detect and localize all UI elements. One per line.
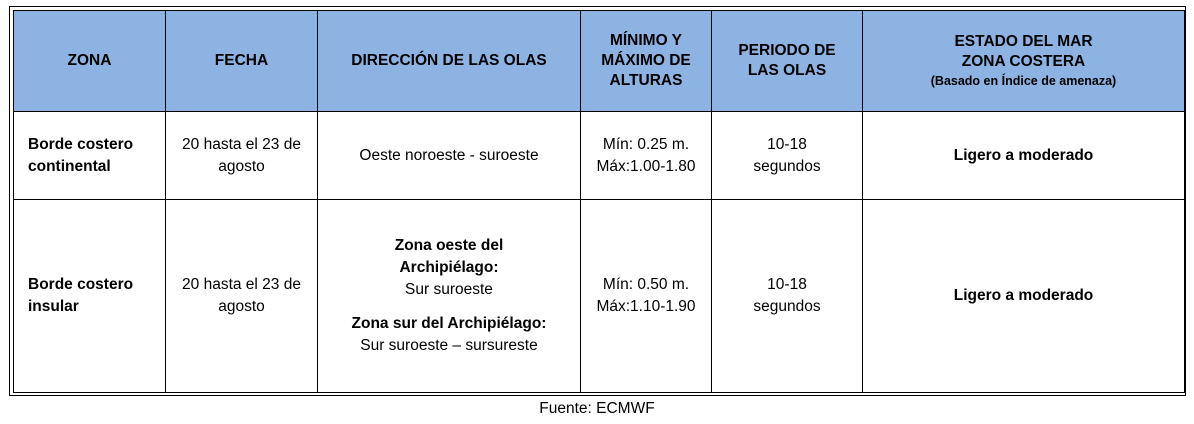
- zona-oeste-value: Sur suroeste: [405, 281, 493, 298]
- cell-alturas-min: Mín: 0.50 m.: [602, 276, 690, 293]
- cell-periodo: [712, 200, 863, 393]
- cell-fecha-line: agosto: [218, 157, 265, 175]
- header-alturas-line: MÁXIMO DE: [601, 52, 691, 69]
- header-zona: ZONA: [14, 11, 166, 112]
- cell-fecha-line: 20 hasta el 23 de: [182, 135, 301, 153]
- header-alturas: [581, 11, 712, 112]
- spacer: [322, 301, 576, 313]
- cell-direccion: Oeste noroeste - suroeste: [318, 112, 581, 200]
- header-alturas-line: ALTURAS: [609, 72, 683, 89]
- table-row: [14, 200, 1185, 393]
- cell-periodo-line: 10-18: [767, 276, 807, 293]
- cell-periodo-line: segundos: [753, 157, 821, 175]
- cell-zona-line: Borde costero: [28, 276, 134, 293]
- header-periodo: [712, 11, 863, 112]
- cell-alturas: [581, 200, 712, 393]
- header-periodo-line: LAS OLAS: [747, 62, 827, 79]
- cell-zona-line: continental: [28, 157, 111, 175]
- cell-alturas-max: Máx:1.10-1.90: [596, 298, 696, 315]
- cell-estado: Ligero a moderado: [863, 200, 1185, 393]
- cell-fecha: [166, 112, 318, 200]
- cell-alturas-max: Máx:1.00-1.80: [596, 157, 696, 175]
- header-alturas-line: MÍNIMO Y: [609, 32, 683, 49]
- cell-alturas: [581, 112, 712, 200]
- forecast-table: [13, 10, 1185, 393]
- cell-estado: Ligero a moderado: [863, 112, 1185, 200]
- zona-oeste-title: Zona oeste del: [394, 237, 504, 254]
- cell-fecha-line: 20 hasta el 23 de: [182, 276, 301, 293]
- header-fecha: FECHA: [166, 11, 318, 112]
- cell-alturas-min: Mín: 0.25 m.: [602, 135, 690, 153]
- cell-periodo: [712, 112, 863, 200]
- cell-zona: [14, 200, 166, 393]
- zona-sur-title: Zona sur del Archipiélago:: [351, 315, 547, 332]
- forecast-table-frame: [9, 6, 1186, 396]
- header-row: [14, 11, 1185, 112]
- header-periodo-line: PERIODO DE: [738, 42, 836, 59]
- cell-direccion: [318, 200, 581, 393]
- header-direccion: DIRECCIÓN DE LAS OLAS: [318, 11, 581, 112]
- table-row: [14, 112, 1185, 200]
- cell-periodo-line: 10-18: [767, 135, 807, 153]
- cell-zona: [14, 112, 166, 200]
- header-estado-note: (Basado en Índice de amenaza): [930, 74, 1117, 88]
- cell-periodo-line: segundos: [753, 298, 821, 315]
- cell-zona-line: Borde costero: [28, 135, 134, 153]
- cell-fecha: [166, 200, 318, 393]
- header-estado-line: ESTADO DEL MAR: [954, 33, 1093, 50]
- zona-sur-value: Sur suroeste – sursureste: [360, 337, 538, 354]
- cell-fecha-line: agosto: [218, 298, 265, 315]
- header-estado-line: ZONA COSTERA: [961, 53, 1086, 70]
- cell-zona-line: insular: [28, 298, 79, 315]
- source-caption: Fuente: ECMWF: [539, 400, 655, 417]
- header-estado: [863, 11, 1185, 112]
- zona-oeste-title: Archipiélago:: [399, 259, 499, 276]
